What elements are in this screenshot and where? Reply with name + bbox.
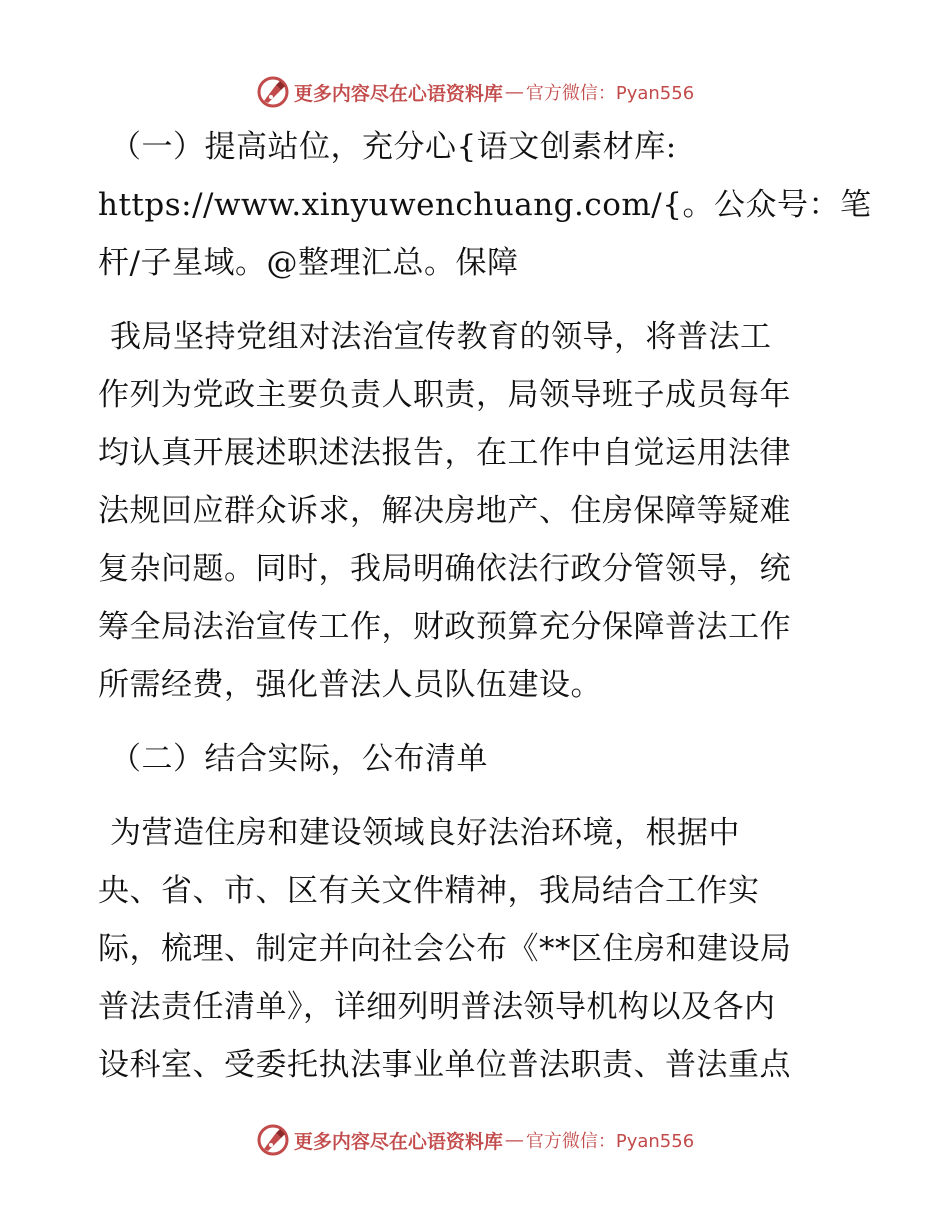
text-line: 际，梳理、制定并向社会公布《**区住房和建设局 (98, 931, 792, 967)
watermark-separator: — (504, 1129, 524, 1151)
text-line: 央、省、市、区有关文件精神，我局结合工作实 (98, 873, 760, 909)
text-line: 均认真开展述职述法报告，在工作中自觉运用法律 (98, 435, 791, 471)
watermark-separator: — (504, 81, 524, 103)
watermark-brand: 更多内容尽在心语资料库 (293, 1130, 503, 1153)
text-line: 复杂问题。同时，我局明确依法行政分管领导，统 (98, 551, 791, 587)
watermark-wechat: 官方微信：Pyan556 (525, 83, 695, 104)
pen-nib-circle-icon (256, 1123, 290, 1157)
text-line: 作列为党政主要负责人职责，局领导班子成员每年 (98, 377, 791, 413)
watermark-wechat: 官方微信：Pyan556 (525, 1131, 695, 1152)
text-line: 所需经费，强化普法人员队伍建设。 (98, 667, 602, 703)
text-line: 杆/子星域。@整理汇总。保障 (98, 245, 519, 281)
document-body (98, 118, 872, 1094)
watermark-banner-top (0, 72, 950, 112)
text-line: 普法责任清单》，详细列明普法领导机构以及各内 (98, 989, 776, 1025)
text-line: 设科室、受委托执法事业单位普法职责、普法重点 (98, 1047, 791, 1083)
paragraph-heading-1 (98, 118, 872, 292)
paragraph-body-1 (98, 308, 850, 714)
text-line: 法规回应群众诉求，解决房地产、住房保障等疑难 (98, 493, 791, 529)
text-line: （二）结合实际，公布清单 (110, 741, 488, 777)
text-line: 为营造住房和建设领域良好法治环境，根据中 (110, 815, 740, 851)
paragraph-heading-2 (98, 730, 850, 788)
paragraph-body-2 (98, 804, 850, 1094)
text-line: （一）提高站位，充分心{语文创素材库: (110, 129, 677, 165)
text-line: 筹全局法治宣传工作，财政预算充分保障普法工作 (98, 609, 791, 645)
watermark-brand: 更多内容尽在心语资料库 (293, 82, 503, 105)
watermark-banner-bottom (0, 1120, 950, 1160)
text-line: 我局坚持党组对法治宣传教育的领导，将普法工 (110, 319, 772, 355)
pen-nib-circle-icon (256, 75, 290, 109)
text-line: https://www.xinyuwenchuang.com/{。公众号：笔 (98, 187, 872, 223)
